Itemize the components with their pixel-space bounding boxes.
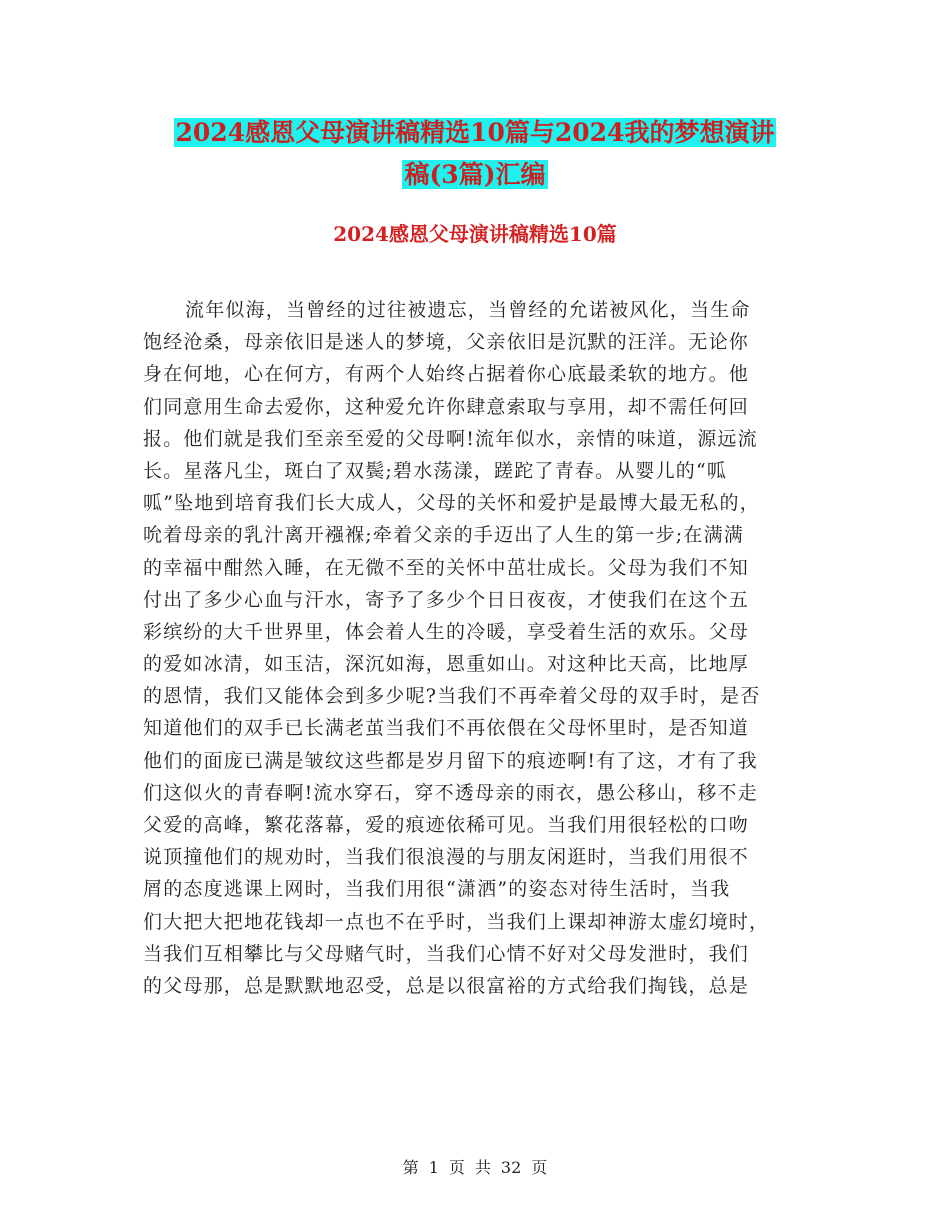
page-prefix: 第 [402, 1158, 419, 1177]
total-pages-number: 32 [500, 1158, 522, 1177]
body-line: 报。他们就是我们至亲至爱的父母啊!流年似水，亲情的味道，源远流 [143, 427, 758, 450]
body-line: 屑的态度逃课上网时，当我们用很“潇洒”的姿态对待生活时，当我 [143, 878, 731, 901]
page-footer [0, 1155, 950, 1178]
title-line-2: 稿(3篇)汇编 [404, 160, 546, 189]
body-line: 们同意用生命去爱你，这种爱允许你肆意索取与享用，却不需任何回 [143, 395, 750, 418]
body-line: 彩缤纷的大千世界里，体会着人生的冷暖，享受着生活的欢乐。父母 [143, 620, 750, 643]
body-line: 的幸福中酣然入睡，在无微不至的关怀中茁壮成长。父母为我们不知 [143, 556, 750, 579]
body-line: 父爱的高峰，繁花落幕，爱的痕迹依稀可见。当我们用很轻松的口吻 [143, 814, 750, 836]
body-line: 的恩情，我们又能体会到多少呢?当我们不再牵着父母的双手时，是否 [143, 685, 761, 708]
body-line: 流年似海，当曾经的过往被遗忘，当曾经的允诺被风化，当生命 [185, 299, 751, 321]
body-line: 说顶撞他们的规劝时，当我们很浪漫的与朋友闲逛时，当我们用很不 [143, 846, 750, 869]
body-line: 们大把大把地花钱却一点也不在乎时，当我们上课却神游太虚幻境时， [143, 910, 770, 933]
page-unit: 页 [448, 1158, 465, 1177]
title-line-1: 2024感恩父母演讲稿精选10篇与2024我的梦想演讲 [175, 118, 775, 147]
body-paragraph [143, 294, 803, 1002]
document-title [140, 112, 810, 196]
body-line: 身在何地，心在何方，有两个人始终占据着你心底最柔软的地方。他 [143, 363, 750, 386]
body-line: 付出了多少心血与汗水，寄予了多少个日日夜夜，才使我们在这个五 [143, 588, 750, 611]
body-line: 呱”坠地到培育我们长大成人，父母的关怀和爱护是最博大最无私的， [143, 492, 760, 515]
body-line: 吮着母亲的乳汁离开襁褓;牵着父亲的手迈出了人生的第一步;在满满 [143, 524, 745, 547]
section-heading: 2024感恩父母演讲稿精选10篇 [333, 222, 617, 246]
body-line: 知道他们的双手已长满老茧当我们不再依偎在父母怀里时，是否知道 [143, 717, 750, 740]
body-line: 长。星落凡尘，斑白了双鬓;碧水荡漾，蹉跎了青春。从婴儿的“呱 [143, 459, 728, 482]
body-line: 们这似火的青春啊!流水穿石，穿不透母亲的雨衣，愚公移山，移不走 [143, 781, 758, 804]
total-prefix: 共 [474, 1158, 491, 1177]
total-unit: 页 [531, 1158, 548, 1177]
body-line: 饱经沧桑，母亲依旧是迷人的梦境，父亲依旧是沉默的汪洋。无论你 [143, 331, 750, 354]
body-line: 的父母那，总是默默地忍受，总是以很富裕的方式给我们掏钱，总是 [143, 974, 750, 997]
body-line: 当我们互相攀比与父母赌气时，当我们心情不好对父母发泄时，我们 [143, 942, 750, 965]
body-line: 的爱如冰清，如玉洁，深沉如海，恩重如山。对这种比天高，比地厚 [143, 653, 750, 676]
current-page-number: 1 [428, 1158, 439, 1177]
body-line: 他们的面庞已满是皱纹这些都是岁月留下的痕迹啊!有了这，才有了我 [143, 749, 758, 772]
